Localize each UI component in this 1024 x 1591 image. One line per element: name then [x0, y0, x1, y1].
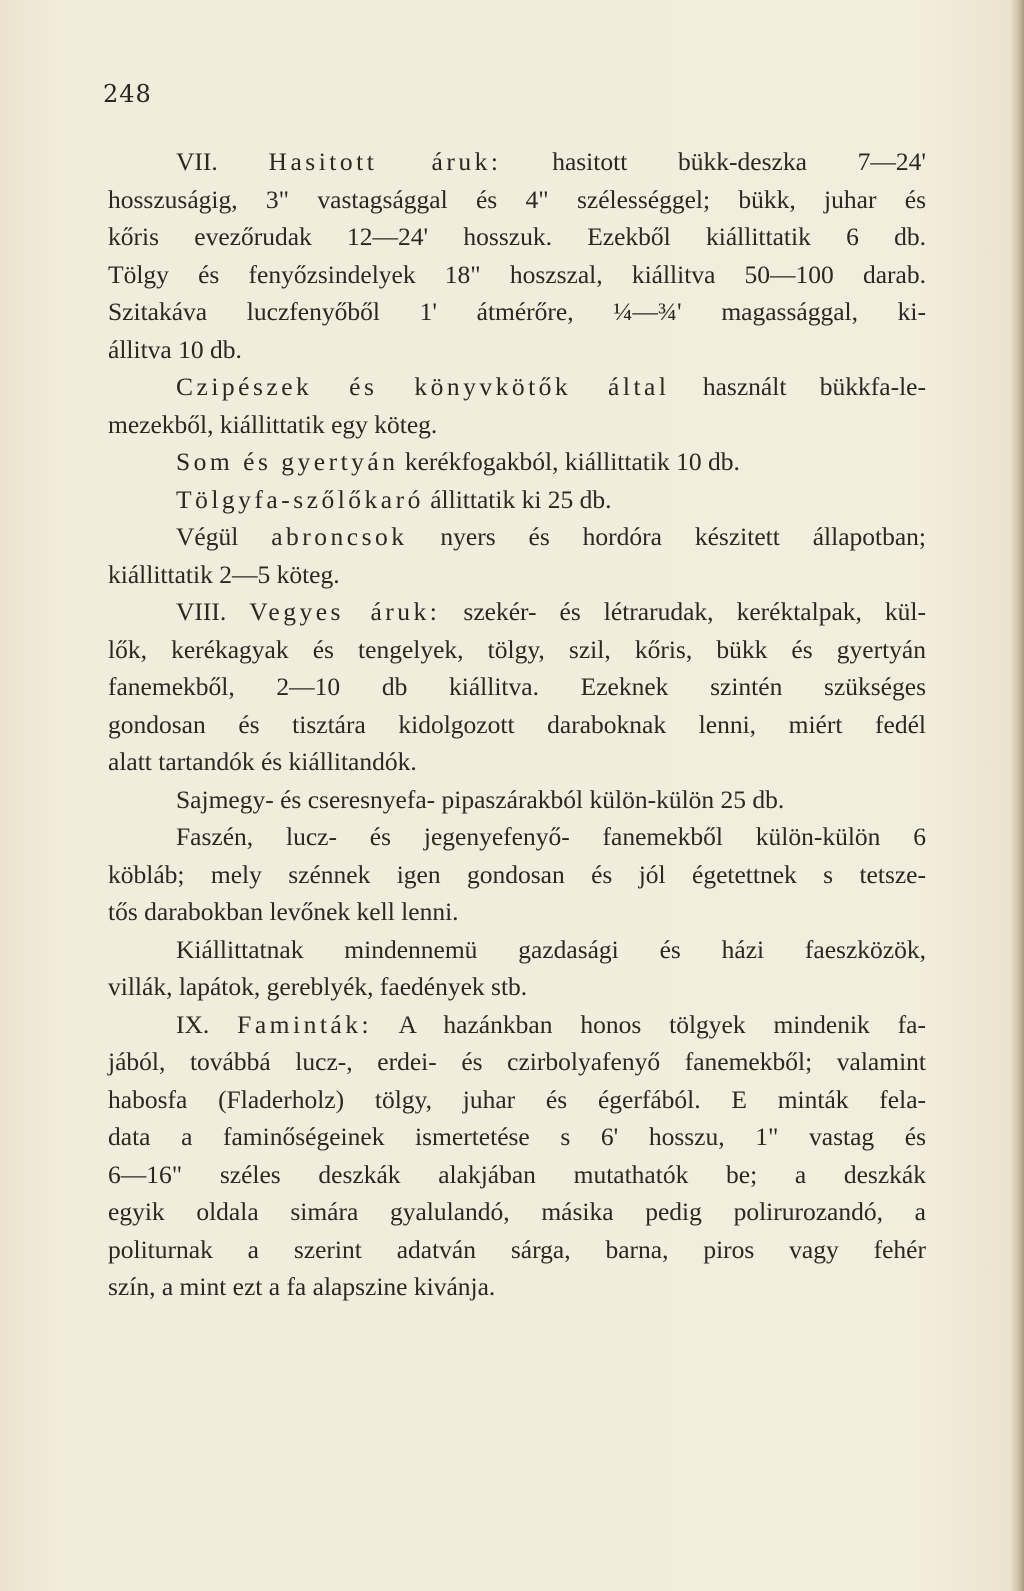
- text-line: [108, 181, 926, 219]
- text-line: [108, 1268, 926, 1306]
- spaced-emphasis: Som és gyertyán: [176, 447, 399, 476]
- text-run: IX.: [176, 1009, 238, 1039]
- text-line: [108, 443, 926, 481]
- spaced-emphasis: Vegyes áruk:: [249, 597, 441, 626]
- text-run: alatt tartandók és kiállitandók.: [108, 747, 417, 776]
- text-line: [108, 706, 926, 744]
- text-line: [108, 481, 926, 519]
- page-number: 248: [103, 80, 152, 108]
- text-line: [108, 781, 926, 819]
- page-edge-shadow: [1010, 0, 1024, 1591]
- text-run: gondosan és tisztára kidolgozott daraboknak lenni, miért fedél: [108, 709, 926, 739]
- text-run: Kiállittatnak mindennemü gazdasági és házi faeszközök,: [176, 934, 926, 964]
- text-run: hasitott bükk-deszka 7—24': [501, 147, 927, 176]
- spaced-emphasis: Hasitott áruk:: [268, 147, 502, 176]
- text-run: VII.: [176, 147, 269, 176]
- spaced-emphasis: Czipészek és könyvkötők által: [176, 372, 670, 401]
- text-run: tős darabokban levőnek kell lenni.: [108, 897, 459, 926]
- text-run: kőris evezőrudak 12—24' hosszuk. Ezekből kiállittatik 6 db.: [108, 222, 926, 251]
- text-line: [108, 1156, 926, 1194]
- text-run: Szitakáva luczfenyőből 1' átmérőre, ¼—¾' magassággal, ki-: [108, 297, 926, 326]
- text-run: data a faminőségeinek ismertetése s 6' hosszu, 1" vastag és: [108, 1122, 926, 1151]
- text-run: szekér- és létrarudak, keréktalpak, kül-: [440, 597, 926, 626]
- text-run: köbláb; mely szénnek igen gondosan és jól égetettnek s tetsze-: [108, 859, 926, 889]
- text-line: [108, 256, 926, 294]
- text-run: jából, továbbá lucz-, erdei- és czirbolyafenyő fanemekből; valamint: [108, 1047, 926, 1076]
- text-line: [108, 668, 926, 706]
- text-line: [108, 518, 926, 556]
- text-line: [108, 556, 926, 594]
- text-line: [108, 406, 926, 444]
- text-line: [108, 331, 926, 369]
- text-run: VIII.: [176, 597, 250, 626]
- text-run: Sajmegy- és cseresnyefa- pipaszárakból külön-külön 25 db.: [176, 784, 785, 814]
- text-run: nyers és hordóra készitett állapotban;: [407, 522, 926, 551]
- text-line: [108, 1043, 926, 1081]
- text-run: A hazánkban honos tölgyek mindenik fa-: [372, 1009, 926, 1039]
- text-line: [108, 893, 926, 931]
- spaced-emphasis: Tölgyfa-szőlőkaró: [176, 484, 424, 514]
- text-run: egyik oldala simára gyalulandó, másika pedig polirurozandó, a: [108, 1197, 926, 1226]
- text-line: [108, 968, 926, 1006]
- text-line: [108, 593, 926, 631]
- text-line: [108, 856, 926, 894]
- text-line: [108, 1231, 926, 1269]
- text-line: [108, 818, 926, 856]
- text-line: [108, 368, 926, 406]
- text-run: Tölgy és fenyőzsindelyek 18" hoszszal, kiállitva 50—100 darab.: [108, 259, 926, 289]
- text-line: [108, 931, 926, 969]
- text-run: habosfa (Fladerholz) tölgy, juhar és égerfából. E minták fela-: [108, 1084, 926, 1114]
- text-line: [108, 1006, 926, 1044]
- text-run: használt bükkfa-le-: [669, 372, 926, 401]
- text-line: [108, 1118, 926, 1156]
- text-run: politurnak a szerint adatván sárga, barna, piros vagy fehér: [108, 1234, 926, 1264]
- text-run: 6—16" széles deszkák alakjában mutathatók be; a deszkák: [108, 1159, 926, 1189]
- text-run: Végül: [176, 522, 272, 551]
- text-run: fanemekből, 2—10 db kiállitva. Ezeknek szintén szükséges: [108, 672, 926, 701]
- text-run: hosszuságig, 3" vastagsággal és 4" szélességgel; bükk, juhar és: [108, 184, 926, 214]
- text-line: [108, 631, 926, 669]
- text-run: Faszén, lucz- és jegenyefenyő- fanemekből külön-külön 6: [176, 822, 926, 851]
- text-line: [108, 218, 926, 256]
- text-run: lők, kerékagyak és tengelyek, tölgy, szil, kőris, bükk és gyertyán: [108, 634, 926, 664]
- body-text: [108, 143, 926, 1306]
- text-run: kerékfogakból, kiállittatik 10 db.: [398, 447, 740, 476]
- text-run: kiállittatik 2—5 köteg.: [108, 559, 340, 589]
- text-run: mezekből, kiállittatik egy köteg.: [108, 409, 438, 439]
- spaced-emphasis: Faminták:: [237, 1009, 373, 1039]
- text-line: [108, 1081, 926, 1119]
- text-line: [108, 1193, 926, 1231]
- text-line: [108, 293, 926, 331]
- text-run: állittatik ki 25 db.: [423, 484, 612, 514]
- spaced-emphasis: abroncsok: [271, 522, 408, 551]
- text-run: villák, lapátok, gereblyék, faedények stb.: [108, 972, 528, 1001]
- text-run: állitva 10 db.: [108, 334, 242, 364]
- text-line: [108, 743, 926, 781]
- text-run: szín, a mint ezt a fa alapszine kivánja.: [108, 1272, 496, 1301]
- text-line: [108, 143, 926, 181]
